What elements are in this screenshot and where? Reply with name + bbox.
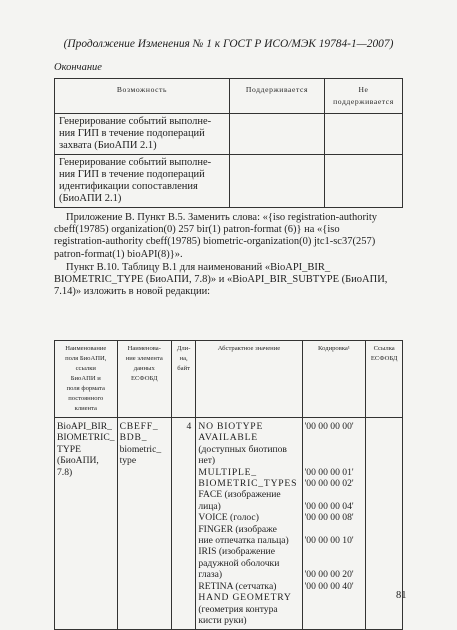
cell-line: ния ГИП в течение подопераций bbox=[59, 128, 205, 139]
table-row bbox=[55, 418, 403, 630]
cell-line: BIOMETRIC_TYPES bbox=[198, 478, 298, 490]
hdr-line: БиоАПИ и bbox=[70, 375, 101, 382]
col-encoding: Кодировка¹ bbox=[302, 341, 366, 418]
cell-line: BIOMETRIC_ bbox=[57, 432, 115, 444]
code-line: '00 00 00 02' bbox=[304, 478, 354, 490]
hdr-line: байт bbox=[177, 365, 190, 372]
cell-line: NO BIOTYPE bbox=[198, 421, 264, 432]
capability-table-header bbox=[55, 79, 403, 114]
code-line: '00 00 00 10' bbox=[304, 535, 354, 547]
hdr-line: Дли- bbox=[176, 345, 191, 352]
capability-cell bbox=[55, 155, 230, 208]
col-not-supported: Не поддерживается bbox=[325, 79, 403, 114]
biometric-type-table bbox=[54, 340, 403, 630]
cell-line: RETINA (сетчатка) bbox=[198, 580, 277, 592]
cell-line: MULTIPLE_ bbox=[198, 466, 257, 478]
cell-line: BDB_ bbox=[119, 432, 148, 444]
cell-line: TYPE bbox=[57, 443, 81, 455]
capability-table bbox=[54, 78, 403, 208]
code-line: '00 00 00 01' bbox=[304, 466, 354, 478]
hdr-line: поля БиоАПИ, bbox=[65, 355, 107, 362]
cell-line: AVAILABLE bbox=[198, 432, 258, 444]
page-number: 81 bbox=[396, 590, 407, 601]
hdr-line: ссылки bbox=[75, 365, 96, 372]
code-line: '00 00 00 20' bbox=[304, 569, 354, 581]
hdr-line: ЕСФОБД bbox=[131, 375, 158, 382]
cell-line: нет) bbox=[198, 455, 216, 467]
table-row bbox=[55, 155, 403, 208]
value-entry bbox=[198, 524, 299, 547]
not-supported-cell bbox=[325, 155, 403, 208]
paragraph-appendix-b5 bbox=[54, 212, 403, 261]
cell-line: FACE (изображение bbox=[198, 489, 281, 501]
table-row bbox=[55, 114, 403, 155]
supported-cell bbox=[230, 114, 325, 155]
cell-line: (геометрия контура bbox=[198, 603, 278, 615]
value-entry bbox=[198, 512, 299, 523]
col-capability: Возможность bbox=[55, 79, 230, 114]
code-line: '00 00 00 04' bbox=[304, 500, 354, 512]
col-supported: Поддерживается bbox=[230, 79, 325, 114]
cell-line: FINGER (изображе bbox=[198, 523, 277, 535]
supported-cell bbox=[230, 155, 325, 208]
value-entry bbox=[198, 467, 299, 490]
col-length bbox=[171, 341, 195, 418]
cell-line: (БиоАПИ, bbox=[57, 455, 99, 467]
cell-line: ние отпечатка пальца) bbox=[198, 535, 289, 547]
cell-line: кисти руки) bbox=[198, 614, 247, 626]
cell-line: 7.8) bbox=[57, 466, 73, 478]
cell-line: Генерирование событий выполне- bbox=[59, 157, 212, 168]
para-line: cbeff(19785) organization(0) 257 bir(1) patron-format (6)} на «{iso bbox=[54, 224, 340, 236]
cell-line: IRIS (изображение bbox=[198, 546, 275, 558]
col-element-name bbox=[117, 341, 171, 418]
cell-line: радужной оболочки bbox=[198, 557, 280, 569]
biometric-table-header bbox=[55, 341, 403, 418]
hdr-line: постоянного bbox=[68, 395, 104, 402]
cell-line: biometric_ bbox=[119, 443, 162, 455]
code-line: '00 00 00 08' bbox=[304, 512, 354, 524]
not-supported-cell bbox=[325, 114, 403, 155]
value-entry bbox=[198, 489, 299, 512]
hdr-line: на, bbox=[179, 355, 188, 362]
hdr-line: клиента bbox=[74, 405, 97, 412]
length-cell: 4 bbox=[171, 418, 195, 630]
col-reference bbox=[366, 341, 403, 418]
page-header: (Продолжение Изменения № 1 к ГОСТ Р ИСО/МЭК 19784-1—2007) bbox=[63, 38, 394, 50]
col-abstract-value: Абстрактное значение bbox=[196, 341, 302, 418]
hdr-line: ЕСФОБД bbox=[370, 355, 398, 362]
cell-line: Генерирование событий выполне- bbox=[59, 116, 212, 127]
para-line: patron-format(1) bioAPI(8)}». bbox=[54, 248, 183, 260]
abstract-values-cell bbox=[196, 418, 302, 630]
cell-line: BioAPI_BIR_ bbox=[57, 421, 112, 432]
hdr-line: данных bbox=[133, 365, 155, 372]
hdr-line: Ссылка bbox=[373, 345, 395, 352]
value-entry bbox=[198, 592, 299, 626]
cell-line: лица) bbox=[198, 500, 221, 512]
hdr-line: ние элемента bbox=[125, 355, 163, 362]
code-line: '00 00 00 40' bbox=[304, 580, 354, 592]
col-field-name bbox=[55, 341, 118, 418]
para-line: BIOMETRIC_TYPE (БиоАПИ, 7.8)» и «BioAPI_BIR_SUBTYPE (БиоАПИ, bbox=[54, 274, 388, 286]
value-entry bbox=[198, 546, 299, 580]
para-line: 7.14)» изложить в новой редакции: bbox=[54, 286, 211, 298]
para-line: Пункт В.10. Таблицу В.1 для наименований «BioAPI_BIR_ bbox=[66, 262, 331, 273]
cell-line: (доступных биотипов bbox=[198, 443, 287, 455]
capability-cell bbox=[55, 114, 230, 155]
para-line: registration-authority cbeff(19785) biometric-organization(0) jtc1-sc37(257) bbox=[54, 236, 376, 248]
cell-line: идентификации сопоставления bbox=[59, 181, 198, 192]
hdr-line: Наименование bbox=[65, 345, 107, 352]
cell-line: CBEFF_ bbox=[119, 421, 159, 432]
hdr-line: поля формата bbox=[66, 385, 105, 392]
cell-line: type bbox=[119, 455, 137, 467]
field-name-cell bbox=[55, 418, 118, 630]
table-continuation-label: Окончание bbox=[54, 62, 102, 73]
cell-line: VOICE (голос) bbox=[198, 512, 259, 524]
hdr-line: Наименова- bbox=[127, 345, 161, 352]
para-line: Приложение В. Пункт В.5. Заменить слова: «{iso registration-authority bbox=[66, 212, 378, 223]
paragraph-b10 bbox=[54, 262, 403, 299]
cell-line: ния ГИП в течение подопераций bbox=[59, 169, 205, 180]
value-entry bbox=[198, 421, 299, 467]
encoding-cell bbox=[302, 418, 366, 630]
cell-line: HAND GEOMETRY bbox=[198, 592, 292, 604]
value-entry bbox=[198, 581, 299, 592]
element-name-cell bbox=[117, 418, 171, 630]
code-line: '00 00 00 00' bbox=[304, 421, 354, 432]
cell-line: захвата (БиоАПИ 2.1) bbox=[59, 140, 157, 151]
cell-line: (БиоАПИ 2.1) bbox=[59, 193, 122, 204]
cell-line: глаза) bbox=[198, 569, 223, 581]
